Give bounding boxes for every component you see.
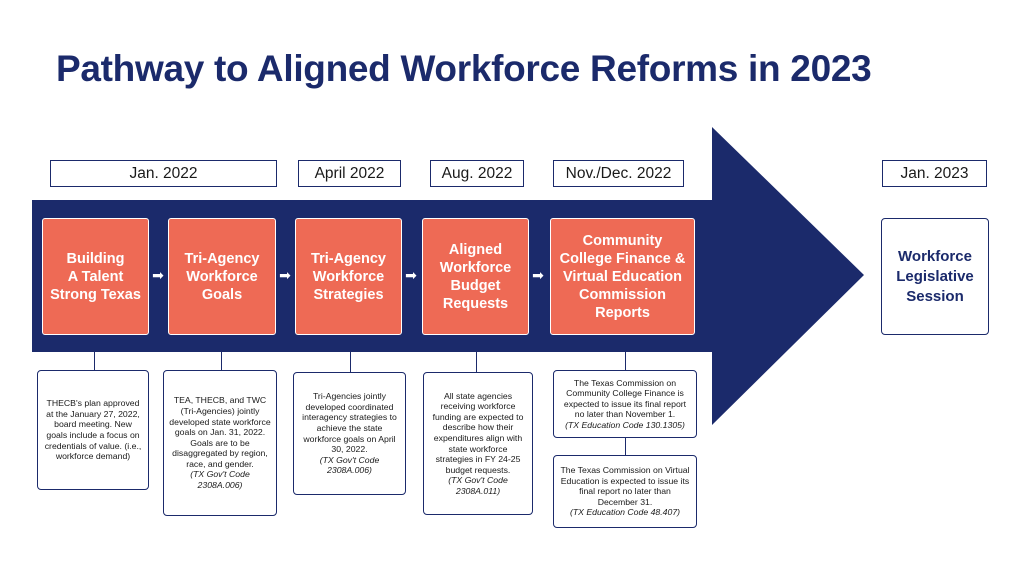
stage-aligned-workforce-budget-requests (422, 218, 529, 335)
final-line-3: Session (906, 287, 964, 305)
connector-line (476, 352, 477, 372)
stage-3-line-2: Workforce (312, 268, 385, 285)
arrow-right-icon: ➡ (532, 267, 544, 283)
note-4-citation: (TX Gov't Code 2308A.011) (448, 475, 508, 496)
date-april-2022: April 2022 (298, 160, 401, 187)
arrow-right-icon: ➡ (152, 267, 164, 283)
connector-line (350, 352, 351, 372)
date-nov-dec-2022: Nov./Dec. 2022 (553, 160, 684, 187)
date-jan-2022: Jan. 2022 (50, 160, 277, 187)
stage-tri-agency-workforce-strategies (295, 218, 402, 335)
note-5b-text: The Texas Commission on Virtual Education is expected to issue its final report no later than December 31. (560, 465, 690, 507)
note-community-college-finance (553, 370, 697, 438)
stage-5-line-3: Virtual Education (563, 268, 682, 285)
note-5a-citation: (TX Education Code 130.1305) (565, 419, 685, 430)
final-line-2: Legislative (896, 267, 974, 285)
stage-1-line-2: A Talent (67, 268, 124, 285)
stage-4-line-1: Aligned (448, 241, 503, 258)
stage-2-line-1: Tri-Agency (184, 250, 260, 267)
page-title: Pathway to Aligned Workforce Reforms in 2023 (56, 48, 872, 89)
connector-line (625, 352, 626, 370)
stage-3-line-3: Strategies (313, 286, 384, 303)
note-5a-text: The Texas Commission on Community College Finance is expected to issue its final report no later than November 1. (563, 377, 687, 420)
stage-4-line-4: Requests (442, 295, 509, 312)
note-tri-agency-strategies (293, 372, 406, 495)
stage-5-line-2: College Finance & (559, 250, 686, 267)
connector-line (94, 352, 95, 370)
stage-building-talent-strong-texas (42, 218, 149, 335)
stage-5-line-1: Community (582, 232, 663, 249)
note-2-text: TEA, THECB, and TWC (Tri-Agencies) jointly developed state workforce goals on Jan. 31, 2022. Goals are to be disaggregated by region, race, and gender. (169, 395, 271, 469)
connector-line (625, 438, 626, 455)
arrow-right-icon: ➡ (405, 267, 417, 283)
final-line-1: Workforce (898, 247, 972, 265)
stage-3-line-1: Tri-Agency (311, 250, 386, 267)
note-3-text: Tri-Agencies jointly developed coordinated interagency strategies to achieve the state workforce goals on April 30, 2022. (302, 391, 397, 455)
note-budget-requests (423, 372, 533, 515)
arrow-right-icon: ➡ (279, 267, 291, 283)
note-3-citation: (TX Gov't Code 2308A.006) (319, 454, 380, 476)
note-4-text: All state agencies receiving workforce funding are expected to describe how their expenditures align with state workforce strategies in FY 24-25 budget requests. (432, 390, 524, 475)
note-1-text: THECB's plan approved at the January 27, 2022, board meeting. New goals include a focus on credentials of value. (i.e., workforce demand) (44, 398, 142, 462)
note-tri-agency-goals (163, 370, 277, 516)
stage-commission-reports (550, 218, 695, 335)
stage-1-line-1: Building (66, 250, 125, 267)
workforce-legislative-session-box (881, 218, 989, 335)
note-5b-citation: (TX Education Code 48.407) (569, 507, 681, 518)
note-thecb-plan (37, 370, 149, 490)
stage-2-line-3: Goals (201, 286, 243, 303)
stage-5-line-5: Reports (595, 304, 650, 321)
note-2-citation: (TX Gov't Code 2308A.006) (190, 469, 250, 491)
note-virtual-education (553, 455, 697, 528)
stage-4-line-2: Workforce (439, 259, 512, 276)
stage-2-line-2: Workforce (186, 268, 258, 285)
connector-line (221, 352, 222, 370)
date-jan-2023: Jan. 2023 (882, 160, 987, 187)
stage-4-line-3: Budget (450, 277, 501, 294)
stage-1-line-3: Strong Texas (50, 286, 141, 303)
stage-5-line-4: Commission (578, 286, 666, 303)
date-aug-2022: Aug. 2022 (430, 160, 524, 187)
stage-tri-agency-workforce-goals (168, 218, 276, 335)
